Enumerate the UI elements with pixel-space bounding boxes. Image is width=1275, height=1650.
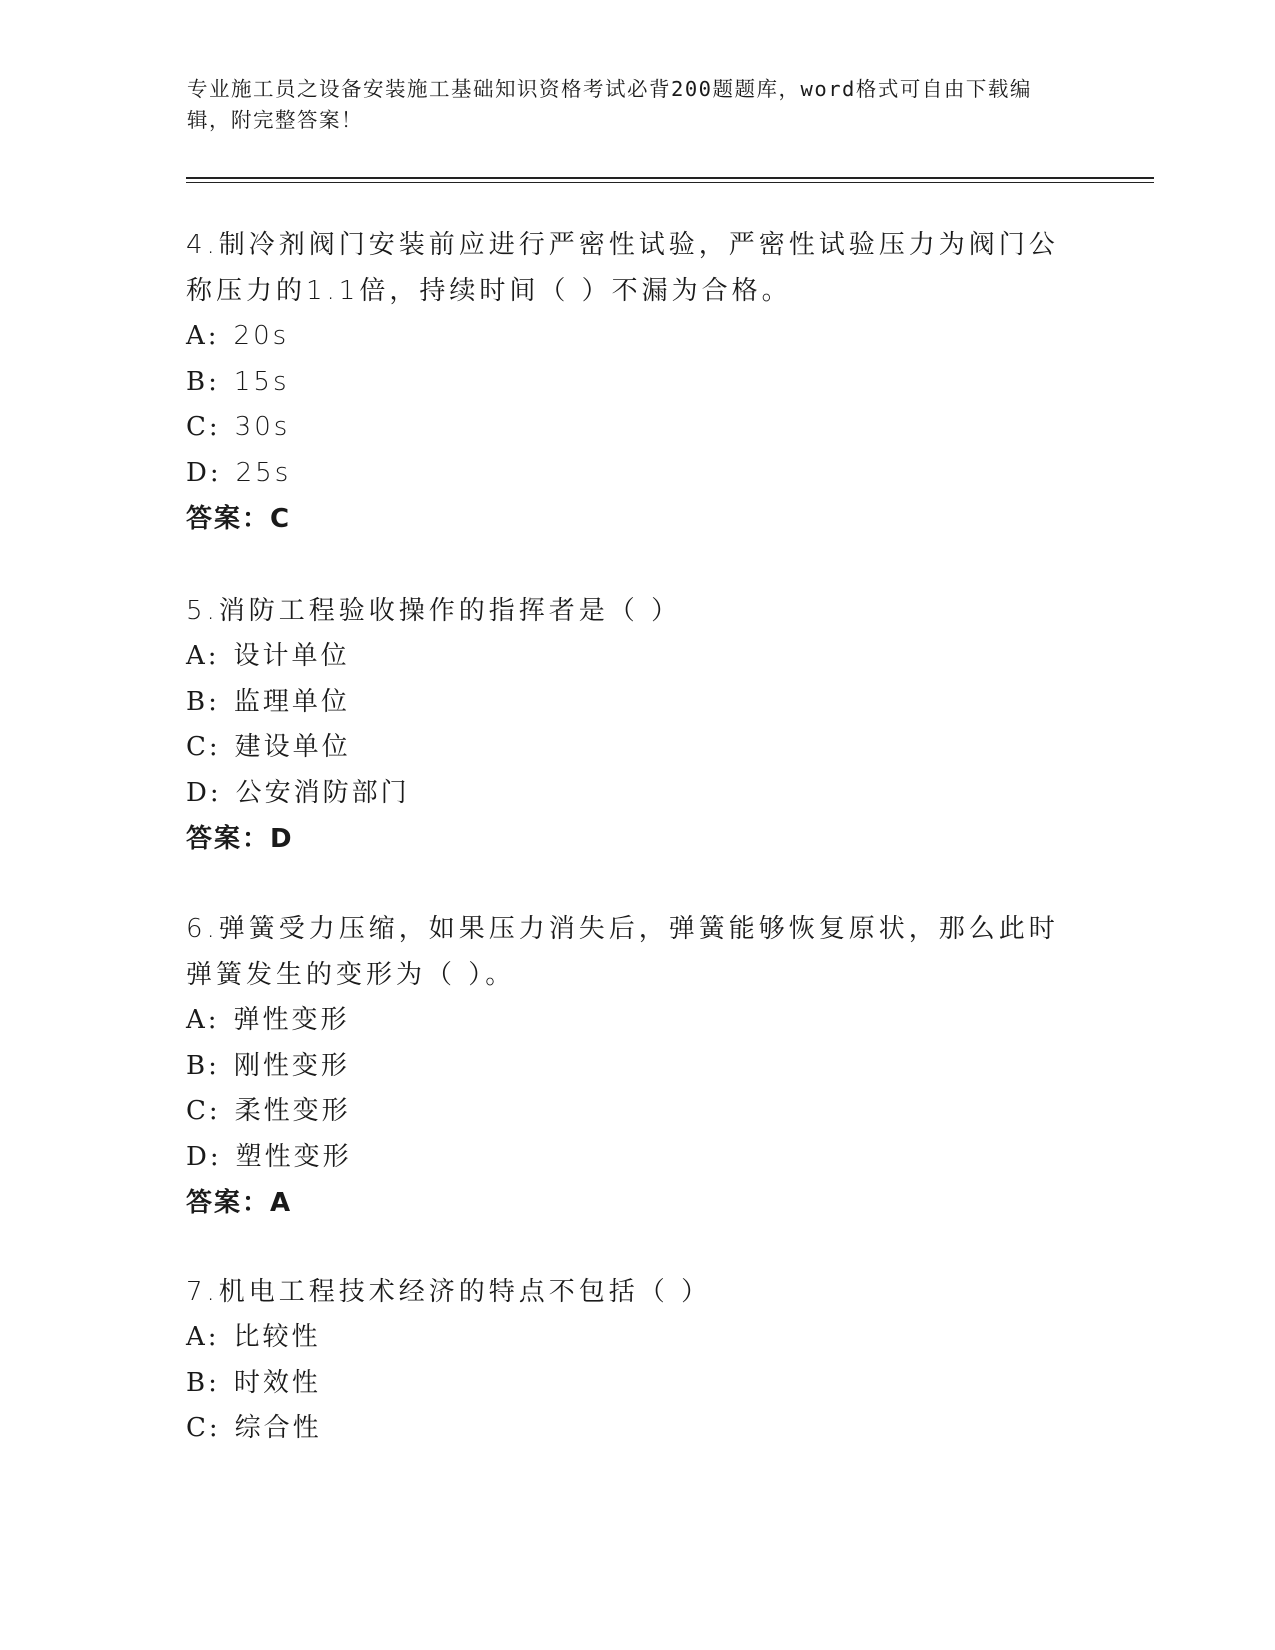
option-text: 建设单位: [234, 732, 351, 762]
answer-label: 答案：A: [186, 1188, 293, 1218]
option-key: D:: [186, 457, 222, 488]
option-key: C:: [186, 412, 221, 442]
option-text: 监理单位: [233, 686, 350, 717]
option-text: 弹性变形: [233, 1005, 350, 1035]
option-d: [186, 771, 1066, 817]
option-key: A:: [186, 641, 220, 671]
question-stem: 4.制冷剂阀门安装前应进行严密性试验，严密性试验压力为阀门公称压力的1.1倍，持续时间（ ）不漏为合格。: [186, 230, 1059, 306]
question-4: [186, 222, 1066, 542]
option-text: 比较性: [233, 1322, 321, 1352]
option-text: 公安消防部门: [235, 777, 410, 808]
option-a: [186, 1315, 1066, 1361]
question-stem: 7.机电工程技术经济的特点不包括（ ）: [186, 1277, 712, 1307]
option-text: 设计单位: [233, 641, 350, 671]
header-divider: [186, 177, 1154, 179]
option-a: [186, 314, 1066, 360]
option-text: 15s: [233, 366, 290, 397]
option-d: [186, 451, 1066, 497]
option-key: A:: [186, 1322, 220, 1352]
option-a: [186, 998, 1066, 1044]
option-text: 柔性变形: [234, 1096, 351, 1126]
option-text: 塑性变形: [235, 1141, 352, 1172]
option-key: B:: [186, 1050, 220, 1081]
option-text: 25s: [235, 457, 292, 488]
option-text: 综合性: [234, 1413, 322, 1443]
option-b: [186, 680, 1066, 726]
question-stem: 5.消防工程验收操作的指挥者是（ ）: [186, 596, 682, 626]
option-text: 刚性变形: [233, 1050, 350, 1081]
question-7: [186, 1269, 1066, 1452]
option-c: [186, 725, 1066, 771]
question-5: [186, 588, 1066, 862]
option-key: B:: [186, 686, 220, 717]
option-b: [186, 1044, 1066, 1090]
option-key: B:: [186, 1367, 220, 1398]
option-c: [186, 405, 1066, 451]
option-key: D:: [186, 1141, 222, 1172]
option-key: D:: [186, 777, 222, 808]
question-6: [186, 906, 1066, 1226]
answer-label: 答案：C: [186, 504, 292, 534]
option-key: C:: [186, 1413, 221, 1443]
option-b: [186, 360, 1066, 406]
option-key: A:: [186, 321, 220, 351]
option-key: B:: [186, 366, 220, 397]
option-key: C:: [186, 1096, 221, 1126]
header-divider-thin: [186, 182, 1154, 183]
option-b: [186, 1361, 1066, 1407]
question-stem: 6.弹簧受力压缩，如果压力消失后，弹簧能够恢复原状，那么此时弹簧发生的变形为（ ）。: [186, 914, 1059, 990]
answer-label: 答案：D: [186, 824, 294, 854]
option-key: C:: [186, 732, 221, 762]
option-text: 30s: [234, 412, 291, 442]
option-c: [186, 1089, 1066, 1135]
option-d: [186, 1135, 1066, 1181]
option-text: 时效性: [233, 1367, 321, 1398]
option-key: A:: [186, 1005, 220, 1035]
document-header: 专业施工员之设备安装施工基础知识资格考试必背200题题库，word格式可自由下载编辑，附完整答案！: [187, 77, 1032, 132]
option-a: [186, 634, 1066, 680]
option-text: 20s: [233, 321, 290, 351]
option-c: [186, 1406, 1066, 1452]
